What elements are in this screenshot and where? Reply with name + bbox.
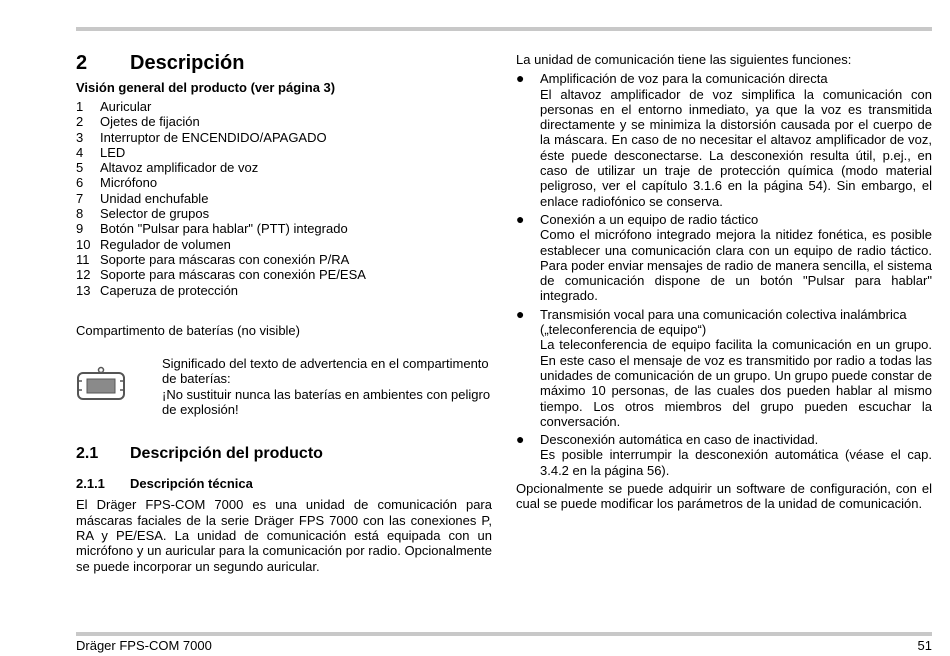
subsubsection-title: Descripción técnica xyxy=(130,476,253,492)
function-text: Es posible interrumpir la desconexión automática (véase el cap. 3.4.2 en la página 56). xyxy=(540,447,932,478)
part-label: Soporte para máscaras con conexión PE/ESA xyxy=(100,267,366,283)
part-number: 9 xyxy=(76,221,84,237)
part-number: 12 xyxy=(76,267,91,283)
function-text: La teleconferencia de equipo facilita la comunicación en un grupo. En este caso el mensaje de voz es transmitido por radio a todas las unidades de comunicación de un grupo. Un grupo puede constar de máximo 10 personas, de las cuales dos pueden hablar al mismo tiempo. Los otros miembros del grupo pueden escuchar la conversación. xyxy=(540,337,932,429)
list-item xyxy=(76,145,492,160)
optional-software: Opcionalmente se puede adquirir un software de configuración, con el cual se puede modificar los parámetros de la unidad de comunicación. xyxy=(516,481,932,512)
part-number: 1 xyxy=(76,99,84,114)
part-number: 6 xyxy=(76,175,84,191)
subsubsection-number: 2.1.1 xyxy=(76,476,105,492)
header-rule xyxy=(76,27,932,31)
function-body xyxy=(540,432,932,478)
tech-description: El Dräger FPS-COM 7000 es una unidad de comunicación para máscaras faciales de la serie Dräger FPS 7000 con las conexiones P, RA y PE/ESA. La unidad de comunicación está equipada con un micrófono y un auricular para la comunicación por radio. Opcionalmente se puede incorporar un segundo auricular. xyxy=(76,497,492,574)
function-item xyxy=(516,212,932,304)
right-column xyxy=(516,52,932,512)
function-body xyxy=(540,71,932,209)
warning-text-2: ¡No sustituir nunca las baterías en ambientes con peligro de explosión! xyxy=(162,386,491,418)
function-body xyxy=(540,212,932,304)
function-item xyxy=(516,432,932,478)
part-number: 11 xyxy=(76,251,90,267)
footer xyxy=(76,638,932,654)
function-title: Transmisión vocal para una comunicación colectiva inalámbrica („teleconferencia de equipo“) xyxy=(540,306,907,338)
part-number: 13 xyxy=(76,282,91,298)
part-number: 10 xyxy=(76,236,91,252)
part-label: Altavoz amplificador de voz xyxy=(100,160,259,176)
list-item xyxy=(76,160,492,175)
part-number: 3 xyxy=(76,129,84,145)
function-item xyxy=(516,307,932,429)
battery-compartment-icon xyxy=(76,356,162,417)
part-label: Unidad enchufable xyxy=(100,190,209,206)
list-item xyxy=(76,130,492,145)
subsubsection-heading xyxy=(76,476,492,492)
battery-compartment-note: Compartimento de baterías (no visible) xyxy=(76,322,300,338)
function-title: Conexión a un equipo de radio táctico xyxy=(540,211,759,227)
bullet-icon: ● xyxy=(516,431,525,448)
part-label: Interruptor de ENCENDIDO/APAGADO xyxy=(100,129,327,145)
part-label: Selector de grupos xyxy=(100,206,210,222)
function-item xyxy=(516,71,932,209)
parts-list xyxy=(76,99,492,298)
bullet-icon: ● xyxy=(516,305,525,322)
subsection-number: 2.1 xyxy=(76,445,99,463)
part-number: 5 xyxy=(76,160,84,176)
section-number: 2 xyxy=(76,52,88,74)
warning-text-1: Significado del texto de advertencia en el compartimento de baterías: xyxy=(162,356,489,387)
section-heading xyxy=(76,50,492,80)
part-label: Micrófono xyxy=(100,175,158,191)
page-number: 51 xyxy=(917,638,932,653)
functions-list xyxy=(516,71,932,478)
list-item xyxy=(76,252,492,267)
list-item xyxy=(76,191,492,206)
warning-text xyxy=(162,356,492,417)
subsection-heading xyxy=(76,444,492,464)
left-column xyxy=(76,50,492,574)
footer-product: Dräger FPS-COM 7000 xyxy=(76,638,212,653)
part-number: 4 xyxy=(76,144,84,160)
part-label: Regulador de volumen xyxy=(100,236,231,252)
part-label: Botón "Pulsar para hablar" (PTT) integrado xyxy=(100,221,348,237)
part-label: Ojetes de fijación xyxy=(100,114,200,130)
part-label: Soporte para máscaras con conexión P/RA xyxy=(100,251,350,267)
functions-intro: La unidad de comunicación tiene las siguientes funciones: xyxy=(516,52,852,67)
subsection-title: Descripción del producto xyxy=(130,445,323,463)
part-label: LED xyxy=(100,144,126,160)
footer-rule xyxy=(76,632,932,636)
function-text: Como el micrófono integrado mejora la nitidez fonética, es posible establecer una comunicación clara con un equipo de radio táctico. Para poder enviar mensajes de radio de manera sencilla, el sistema de comunicación dispone de un botón "Pulsar para hablar" integrado. xyxy=(540,227,932,304)
list-item xyxy=(76,283,492,298)
overview-title: Visión general del producto (ver página 3) xyxy=(76,80,336,95)
function-body xyxy=(540,307,932,429)
function-text: El altavoz amplificador de voz simplifica la comunicación con personas en el entorno inmediato, ya que la voz es transmitida directamente y se minimiza la distorsión causada por el cuerpo de la máscara. En caso de no necesitar el altavoz amplificador de voz, éste puede desconectarse. La desconexión resulta útil, p.ej., en caso de utilizar un traje de protección química (modo material peligroso, ver el capítulo 3.1.6 en la página 54). Sin embargo, el enlace radiofónico se conserva. xyxy=(540,86,932,209)
list-item xyxy=(76,206,492,221)
list-item xyxy=(76,267,492,282)
list-item xyxy=(76,99,492,114)
list-item xyxy=(76,221,492,236)
section-title: Descripción xyxy=(130,52,245,74)
part-number: 7 xyxy=(76,190,84,206)
bullet-icon: ● xyxy=(516,70,525,87)
part-number: 2 xyxy=(76,114,84,130)
part-label: Caperuza de protección xyxy=(100,282,239,298)
function-title: Amplificación de voz para la comunicación directa xyxy=(540,71,828,87)
list-item xyxy=(76,114,492,129)
list-item xyxy=(76,175,492,190)
part-number: 8 xyxy=(76,206,84,222)
list-item xyxy=(76,237,492,252)
bullet-icon: ● xyxy=(516,210,525,227)
battery-warning xyxy=(76,356,492,417)
part-label: Auricular xyxy=(100,99,152,114)
function-title: Desconexión automática en caso de inactividad. xyxy=(540,432,819,448)
